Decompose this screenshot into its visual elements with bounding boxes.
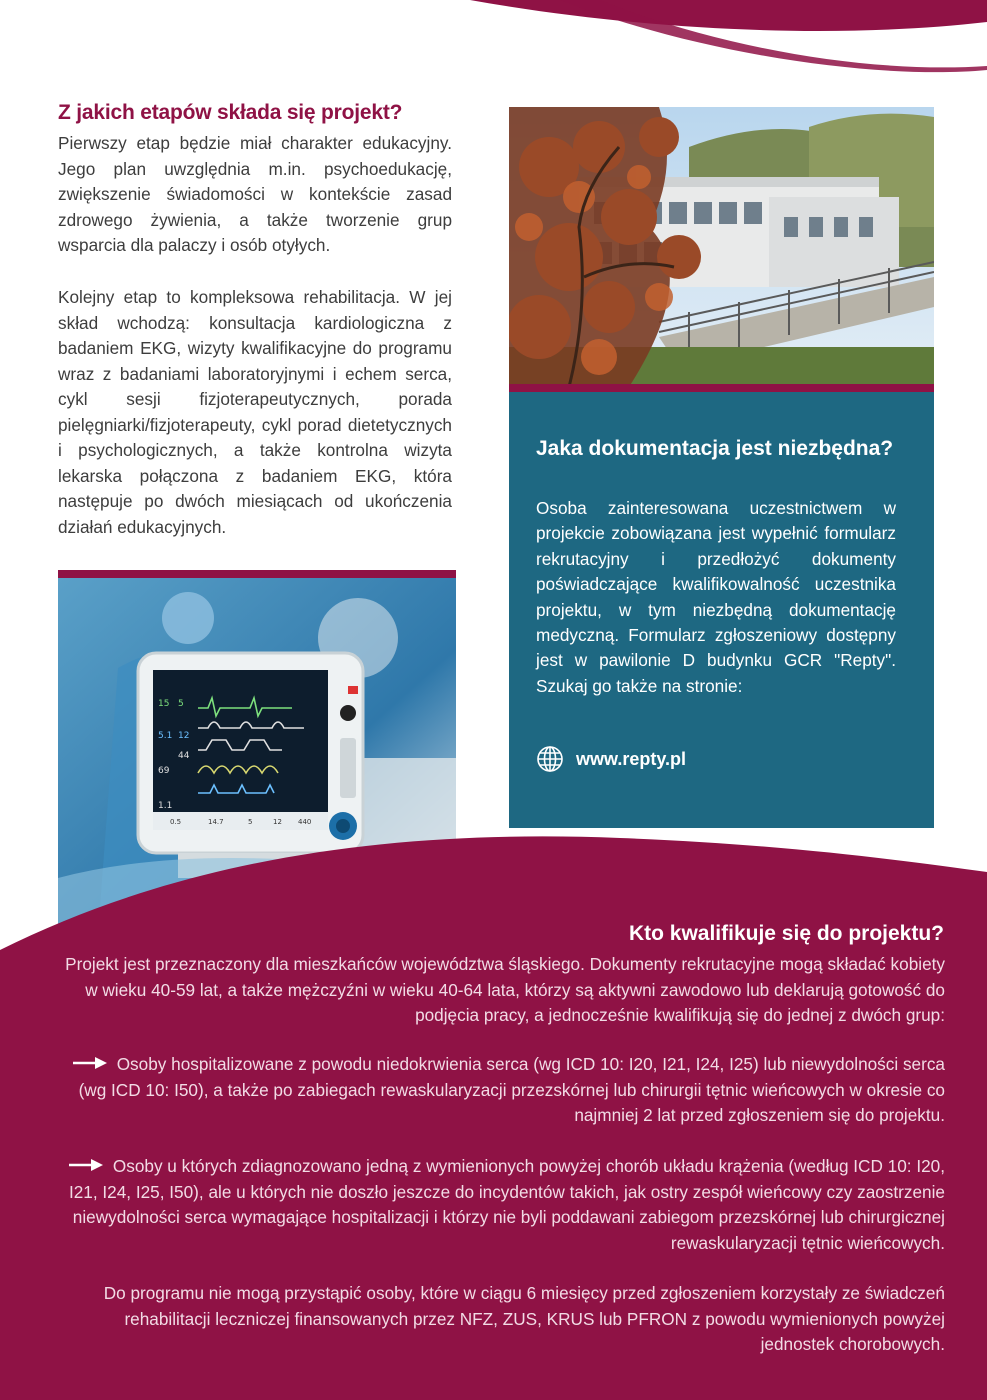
eligibility-intro: Projekt jest przeznaczony dla mieszkańców województwa śląskiego. Dokumenty rekrutacyjne mogą składać kobiety w wieku 40-59 lat, a także mężczyźni w wieku 40-64 lata, którzy są aktywni zawodowo lub deklarują gotowość do podjęcia pracy, a jednocześnie kwalifikują się do jednej z dwóch grup:: [65, 954, 945, 1025]
eligibility-heading: Kto kwalifikuje się do projektu?: [628, 922, 944, 945]
svg-text:14.7: 14.7: [208, 818, 224, 826]
eligibility-group-1-text: Osoby hospitalizowane z powodu niedokrwienia serca (wg ICD 10: I20, I21, I24, I25) lub niewydolności serca (wg ICD 10: I50), a także po zabiegach rewaskularyzacji przezskórnej lub chirurgii tętnic wieńcowych w okresie co najmniej 2 lat przed zgłoszeniem się do projektu.: [78, 1054, 945, 1125]
eligibility-group-2: [50, 1154, 945, 1256]
svg-text:44: 44: [178, 751, 190, 761]
top-wave-decoration: [0, 0, 987, 110]
building-photo: [509, 107, 934, 387]
svg-text:1.1: 1.1: [158, 801, 173, 811]
stages-heading: Z jakich etapów składa się projekt?: [58, 101, 403, 124]
svg-text:440: 440: [298, 818, 312, 826]
arrow-right-icon: [71, 1056, 109, 1070]
monitor-photo-accent-bar: [58, 570, 456, 578]
documentation-paragraph: Osoba zainteresowana uczestnictwem w projekcie zobowiązana jest wypełnić formularz rekrutacyjny i przedłożyć dokumenty poświadczające kwalifikowalność uczestnika projektu, w tym niezbędną dokumentację medyczną. Formularz zgłoszeniowy dostępny jest w pawilonie D budynku GCR "Repty". Szukaj go także na stronie:: [536, 498, 896, 696]
stages-paragraph-1: Pierwszy etap będzie miał charakter edukacyjny. Jego plan uwzględnia m.in. psychoedukację, zwiększenie świadomości w kontekście zasad zdrowego żywienia, a także tworzenie grup wsparcia dla palaczy i osób otyłych.: [58, 133, 452, 255]
svg-text:15: 15: [158, 699, 170, 709]
svg-text:5: 5: [178, 699, 184, 709]
eligibility-group-1: [50, 1052, 945, 1129]
eligibility-exclusion: Do programu nie mogą przystąpić osoby, które w ciągu 6 miesięcy przed zgłoszeniem korzystały ze świadczeń rehabilitacji leczniczej finansowanych przez NFZ, ZUS, KRUS lub PFRON z powodu wymienionych powyżej jednostek chorobowych.: [103, 1283, 945, 1354]
building-photo-accent-bar: [509, 384, 934, 392]
globe-icon: [536, 745, 564, 773]
svg-text:12: 12: [178, 731, 190, 741]
stages-paragraph-2: Kolejny etap to kompleksowa rehabilitacja. W jej skład wchodzą: konsultacja kardiologiczna z badaniem EKG, wizyty kwalifikacyjne do programu wraz z badaniami laboratoryjnymi i echem serca, cykl sesji fizjoterapeutycznych, porada pielęgniarki/fizjoterapeuty, cykl porad dietetycznych i psychologicznych, a także kontrolna wizyta lekarska połączona z badaniem EKG, która następuje po dwóch miesiącach od ukończenia działań edukacyjnych.: [58, 287, 452, 537]
svg-text:5: 5: [248, 818, 253, 826]
documentation-heading: Jaka dokumentacja jest niezbędna?: [536, 437, 894, 460]
website-link[interactable]: www.repty.pl: [576, 748, 687, 769]
svg-text:69: 69: [158, 766, 170, 776]
website-row[interactable]: [536, 744, 686, 774]
svg-text:0.5: 0.5: [170, 818, 182, 826]
arrow-right-icon: [67, 1158, 105, 1172]
eligibility-group-2-text: Osoby u których zdiagnozowano jedną z wymienionych powyżej chorób układu krążenia (według ICD 10: I20, I21, I24, I25, I50), ale u których nie doszło jeszcze do incydentów takich, jak ostry zespół wieńcowy czy zaostrzenie niewydolności serca wymagające hospitalizacji i którzy nie byli poddawani zabiegom przezskórnej lub chirurgicznej rewaskularyzacji tętnic wieńcowych.: [68, 1156, 945, 1253]
svg-text:12: 12: [273, 818, 282, 826]
svg-text:5.1: 5.1: [158, 731, 173, 741]
